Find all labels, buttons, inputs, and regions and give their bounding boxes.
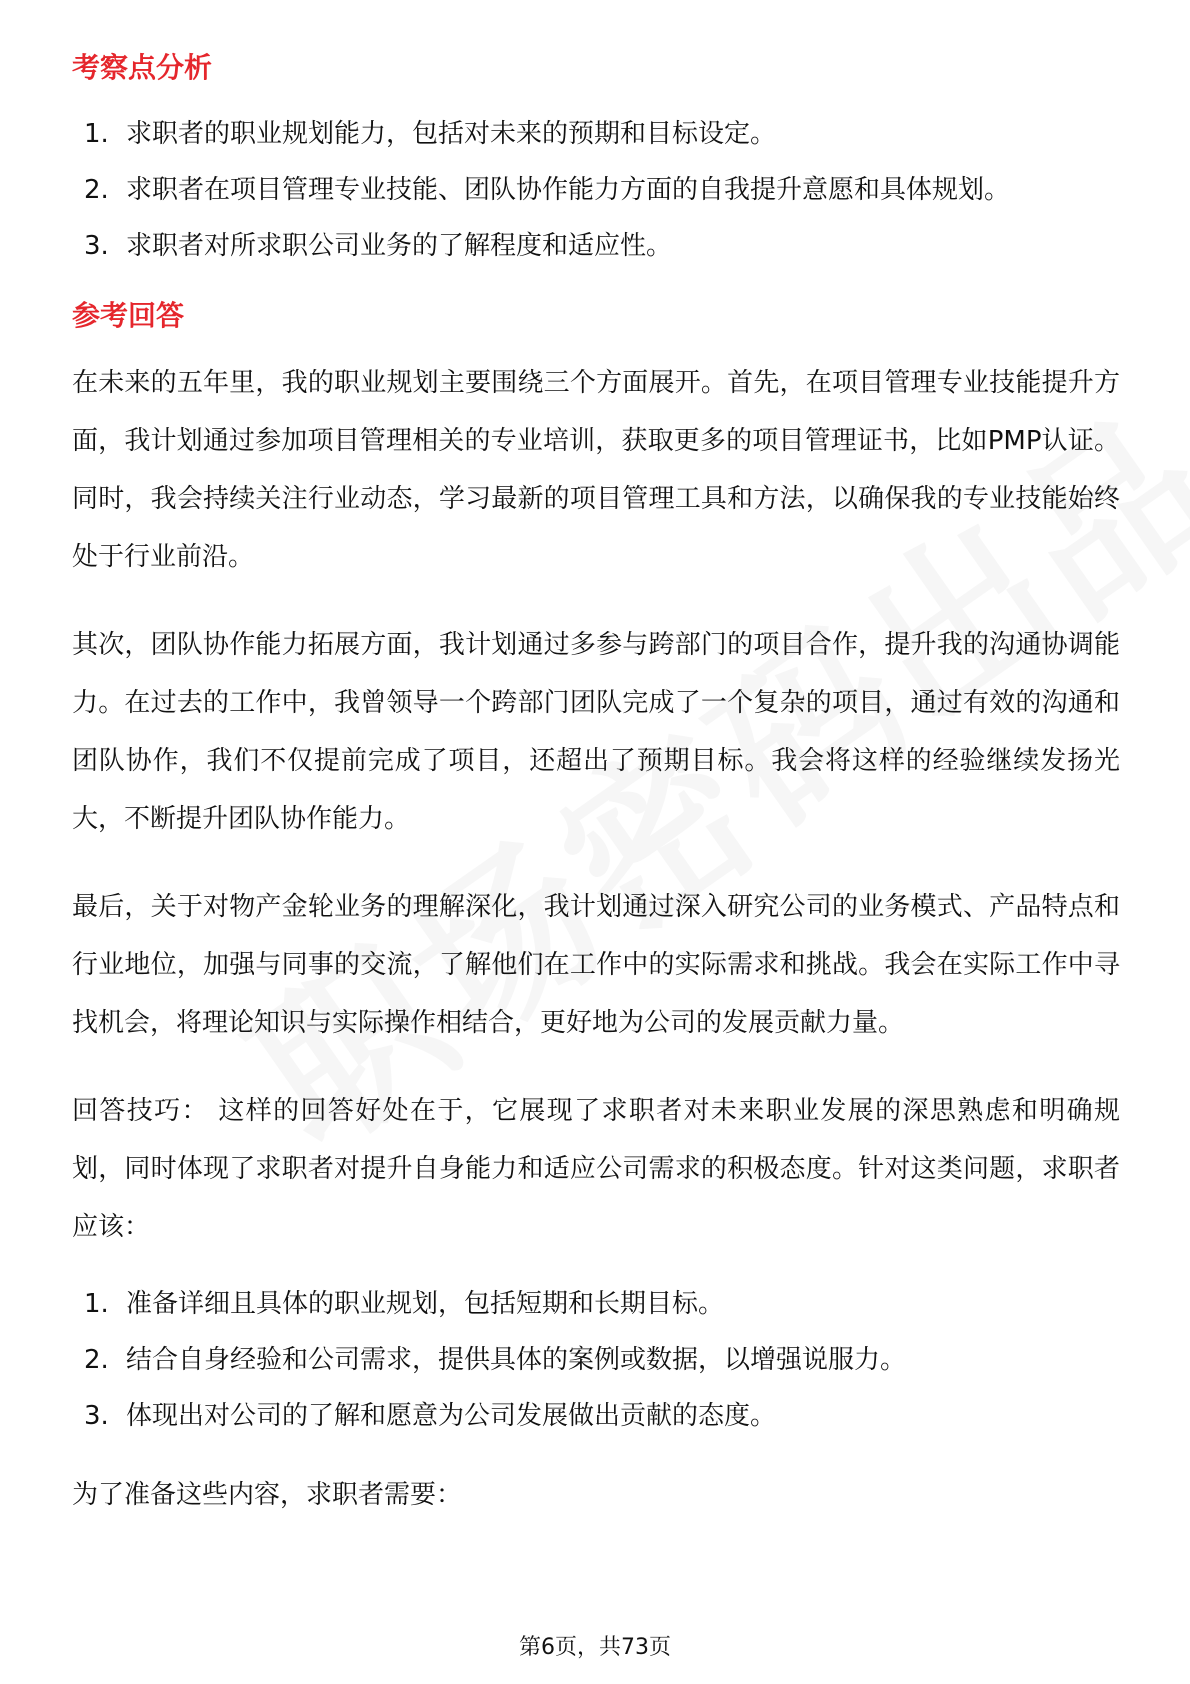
list-item	[72, 1332, 1120, 1388]
closing-paragraph: 为了准备这些内容，求职者需要：	[72, 1480, 463, 1510]
list-item-number: 1.	[84, 119, 109, 149]
list-item-text: 体现出对公司的了解和愿意为公司发展做出贡献的态度。	[126, 1401, 777, 1431]
answer-paragraph-1: 在未来的五年里，我的职业规划主要围绕三个方面展开。首先，在项目管理专业技能提升方面，我计划通过参加项目管理相关的专业培训，获取更多的项目管理证书，比如PMP认证。同时，我会持续关注行业动态，学习最新的项目管理工具和方法，以确保我的专业技能始终处于行业前沿。	[72, 368, 1120, 572]
list-item-number: 2.	[84, 175, 109, 205]
list-item-number: 3.	[84, 231, 109, 261]
tips-list	[72, 1276, 1120, 1444]
list-item-number: 3.	[84, 1401, 109, 1431]
answer-tips-paragraph: 回答技巧： 这样的回答好处在于，它展现了求职者对未来职业发展的深思熟虑和明确规划，同时体现了求职者对提升自身能力和适应公司需求的积极态度。针对这类问题，求职者应该：	[72, 1096, 1120, 1242]
answer-paragraph-2: 其次，团队协作能力拓展方面，我计划通过多参与跨部门的项目合作，提升我的沟通协调能力。在过去的工作中，我曾领导一个跨部门团队完成了一个复杂的项目，通过有效的沟通和团队协作，我们不仅提前完成了项目，还超出了预期目标。我会将这样的经验继续发扬光大，不断提升团队协作能力。	[72, 630, 1120, 834]
list-item	[72, 218, 1120, 274]
list-item-number: 2.	[84, 1345, 109, 1375]
list-item	[72, 1388, 1120, 1444]
list-item	[72, 106, 1120, 162]
analysis-list	[72, 106, 1120, 274]
analysis-section-title: 考察点分析	[72, 51, 213, 84]
answer-paragraph-3: 最后，关于对物产金轮业务的理解深化，我计划通过深入研究公司的业务模式、产品特点和行业地位，加强与同事的交流，了解他们在工作中的实际需求和挑战。我会在实际工作中寻找机会，将理论知识与实际操作相结合，更好地为公司的发展贡献力量。	[72, 892, 1120, 1038]
list-item-text: 准备详细且具体的职业规划，包括短期和长期目标。	[126, 1289, 725, 1319]
list-item-text: 求职者在项目管理专业技能、团队协作能力方面的自我提升意愿和具体规划。	[126, 175, 1011, 205]
list-item	[72, 162, 1120, 218]
list-item-text: 求职者的职业规划能力，包括对未来的预期和目标设定。	[126, 119, 777, 149]
answer-section-title: 参考回答	[72, 299, 185, 332]
list-item-number: 1.	[84, 1289, 109, 1319]
list-item-text: 求职者对所求职公司业务的了解程度和适应性。	[126, 231, 673, 261]
list-item-text: 结合自身经验和公司需求，提供具体的案例或数据，以增强说服力。	[126, 1345, 907, 1375]
list-item	[72, 1276, 1120, 1332]
page-content	[72, 48, 1120, 1554]
page-footer: 第6页，共73页	[519, 1635, 671, 1660]
